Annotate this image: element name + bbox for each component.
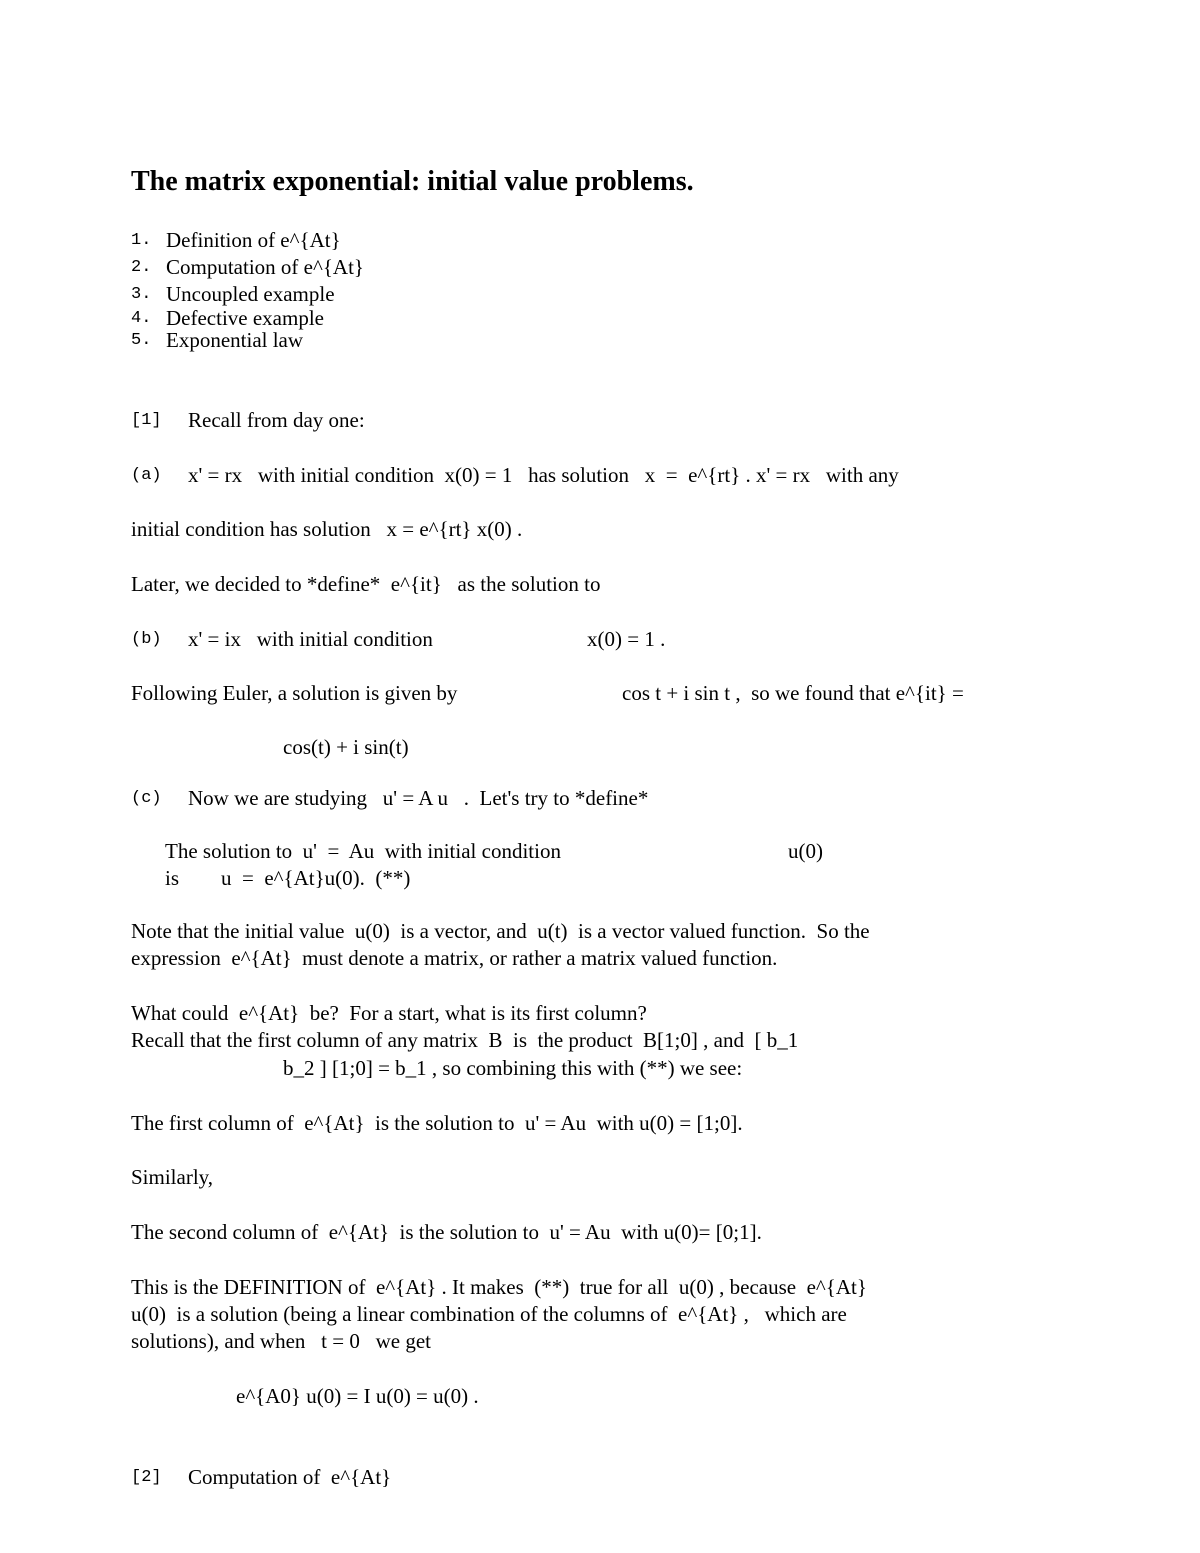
paragraph-line: expression e^{At} must denote a matrix, or rather a matrix valued function. (131, 946, 778, 970)
item-marker: (b) (131, 630, 162, 649)
toc-item: Defective example (166, 306, 324, 330)
paragraph-line: Similarly, (131, 1165, 214, 1189)
paragraph-line: Following Euler, a solution is given by (131, 681, 458, 705)
paragraph-line: initial condition has solution x = e^{rt} x(0) . (131, 517, 523, 541)
paragraph-line: Later, we decided to *define* e^{it} as the solution to (131, 572, 601, 596)
inline-equation: x(0) = 1 . (587, 627, 666, 651)
inline-equation: u(0) (788, 839, 823, 863)
toc-item: Computation of e^{At} (166, 255, 364, 279)
page-title: The matrix exponential: initial value problems. (131, 166, 694, 197)
paragraph-line: Now we are studying u' = A u . Let's try to *define* (188, 786, 649, 810)
paragraph-line: is u = e^{At}u(0). (**) (165, 866, 411, 890)
paragraph-line: solutions), and when t = 0 we get (131, 1329, 431, 1353)
section-marker: [2] (131, 1468, 162, 1487)
paragraph-line: u(0) is a solution (being a linear combination of the columns of e^{At} , which are (131, 1302, 847, 1326)
toc-number: 3. (131, 285, 152, 304)
inline-equation: cos(t) + i sin(t) (283, 735, 409, 759)
toc-item: Uncoupled example (166, 282, 335, 306)
section-heading: Computation of e^{At} (188, 1465, 392, 1489)
paragraph-line: Recall that the first column of any matrix B is the product B[1;0] , and [ b_1 (131, 1028, 799, 1052)
toc-number: 1. (131, 231, 152, 250)
section-heading: Recall from day one: (188, 408, 365, 432)
inline-equation: cos t + i sin t , so we found that e^{it} = (622, 681, 964, 705)
paragraph-line: The second column of e^{At} is the solution to u' = Au with u(0)= [0;1]. (131, 1220, 762, 1244)
toc-number: 2. (131, 258, 152, 277)
paragraph-line: This is the DEFINITION of e^{At} . It makes (**) true for all u(0) , because e^{At} (131, 1275, 867, 1299)
paragraph-line: x' = ix with initial condition (188, 627, 433, 651)
item-marker: (a) (131, 466, 162, 485)
toc-number: 4. (131, 309, 152, 328)
paragraph-line: The first column of e^{At} is the solution to u' = Au with u(0) = [1;0]. (131, 1111, 743, 1135)
section-marker: [1] (131, 411, 162, 430)
paragraph-line: x' = rx with initial condition x(0) = 1 has solution x = e^{rt} . x' = rx with any (188, 463, 899, 487)
paragraph-line: Note that the initial value u(0) is a vector, and u(t) is a vector valued function. So the (131, 919, 870, 943)
toc-item: Exponential law (166, 328, 304, 352)
display-equation: e^{A0} u(0) = I u(0) = u(0) . (236, 1384, 479, 1408)
paragraph-line: b_2 ] [1;0] = b_1 , so combining this with (**) we see: (283, 1056, 743, 1080)
paragraph-line: What could e^{At} be? For a start, what is its first column? (131, 1001, 647, 1025)
paragraph-line: The solution to u' = Au with initial condition (165, 839, 561, 863)
toc-item: Definition of e^{At} (166, 228, 341, 252)
toc-number: 5. (131, 331, 152, 350)
item-marker: (c) (131, 789, 162, 808)
